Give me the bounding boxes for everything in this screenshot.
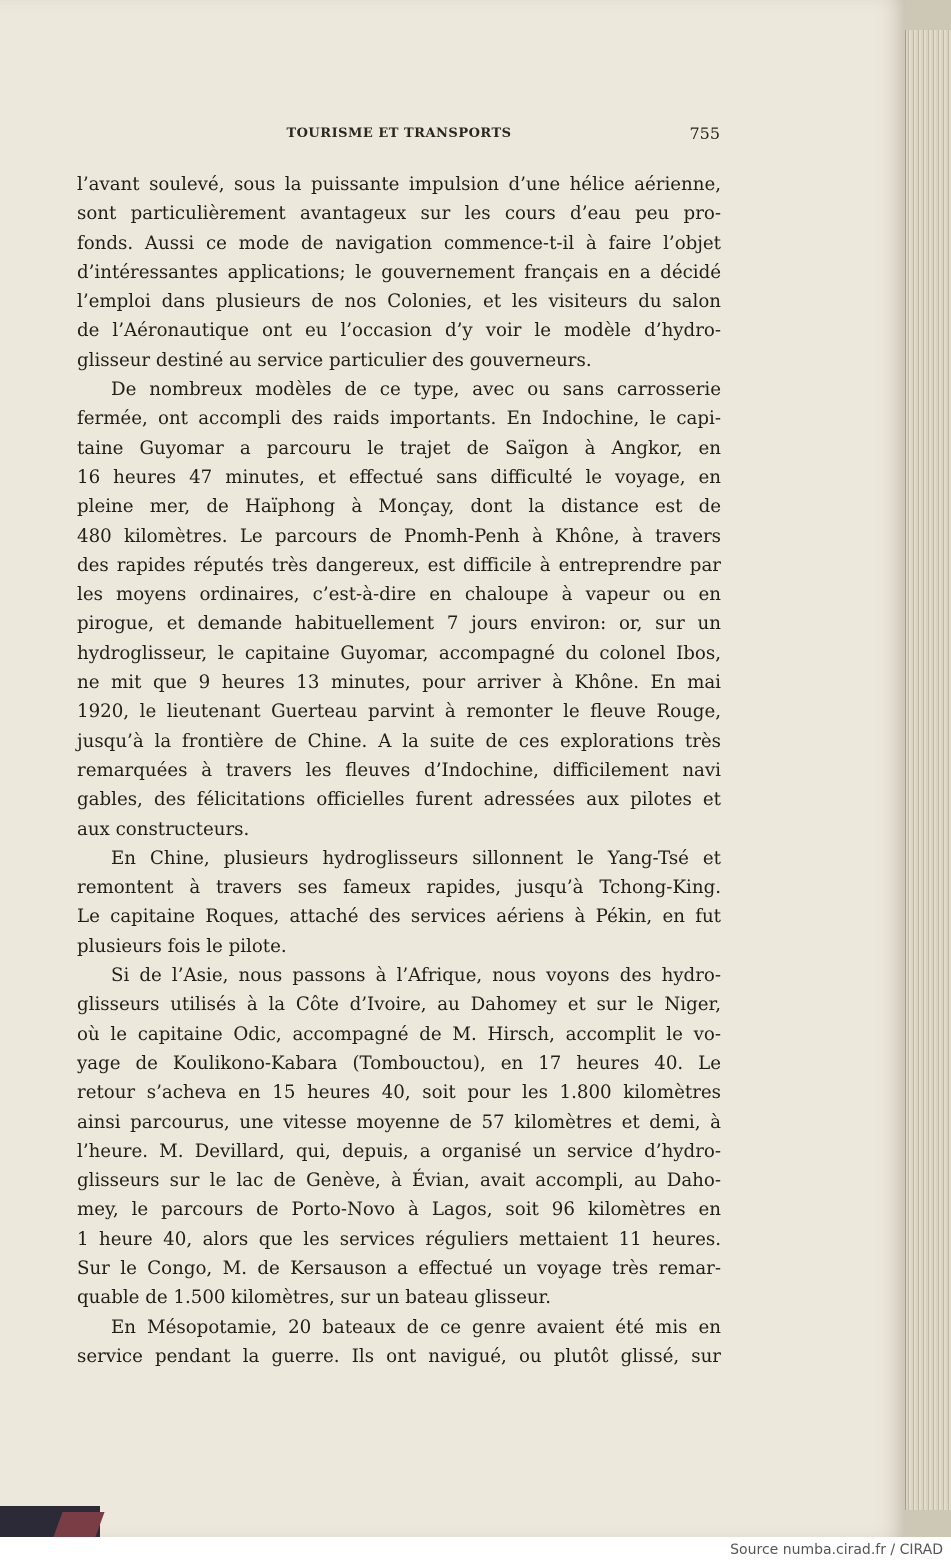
text-line: service pendant la guerre. Ils ont navigué, ou plutôt glissé, sur [77,1345,721,1367]
text-line: glisseurs sur le lac de Genève, à Évian, avait accompli, au Daho- [77,1170,721,1192]
text-line: pleine mer, de Haïphong à Monçay, dont la distance est de [77,496,721,518]
text-line: mey, le parcours de Porto-Novo à Lagos, soit 96 kilomètres en [77,1199,721,1221]
text-line: ainsi parcourus, une vitesse moyenne de 57 kilomètres et demi, à [77,1111,721,1133]
text-line: l’avant soulevé, sous la puissante impulsion d’une hélice aérienne, [77,174,721,195]
text-line: fonds. Aussi ce mode de navigation commence-t-il à faire l’objet [77,232,721,254]
text-line: des rapides réputés très dangereux, est difficile à entreprendre par [77,554,721,576]
text-line: aux constructeurs. [77,818,250,840]
text-line: ne mit que 9 heures 13 minutes, pour arriver à Khône. En mai [77,672,721,694]
page-edges [905,30,951,1510]
text-line: gables, des félicitations officielles furent adressées aux pilotes et [77,789,721,811]
text-line: yage de Koulikono-Kabara (Tombouctou), en 17 heures 40. Le [77,1052,721,1074]
text-line: hydroglisseur, le capitaine Guyomar, accompagné du colonel Ibos, [77,642,721,664]
text-line: d’intéressantes applications; le gouvernement français en a décidé [77,261,721,283]
body-text [77,170,721,1371]
source-credit: Source numba.cirad.fr / CIRAD [730,1542,943,1558]
text-line: remontent à travers ses fameux rapides, jusqu’à Tchong-King. [77,877,721,899]
text-line: jusqu’à la frontière de Chine. A la suite de ces explorations très [77,730,721,752]
text-line: 1920, le lieutenant Guerteau parvint à remonter le fleuve Rouge, [77,701,721,723]
text-line: En Chine, plusieurs hydroglisseurs sillonnent le Yang-Tsé et [111,847,721,869]
text-line: 1 heure 40, alors que les services réguliers mettaient 11 heures. [77,1228,721,1250]
text-line: taine Guyomar a parcouru le trajet de Saïgon à Angkor, en [77,437,721,459]
text-line: Sur le Congo, M. de Kersauson a effectué un voyage très remar- [77,1257,721,1279]
text-line: glisseurs utilisés à la Côte d’Ivoire, au Dahomey et sur le Niger, [77,994,721,1016]
text-line: quable de 1.500 kilomètres, sur un bateau glisseur. [77,1287,552,1309]
text-line: les moyens ordinaires, c’est-à-dire en chaloupe à vapeur ou en [77,584,721,606]
text-line: glisseur destiné au service particulier des gouverneurs. [77,349,592,371]
text-line: remarquées à travers les fleuves d’Indochine, difficilement navi [77,759,721,781]
book-binding [0,1506,100,1537]
text-line: De nombreux modèles de ce type, avec ou sans carrosserie [111,379,721,401]
text-line: sont particulièrement avantageux sur les cours d’eau peu pro- [77,203,721,225]
text-line: où le capitaine Odic, accompagné de M. Hirsch, accomplit le vo- [77,1023,721,1045]
text-line: l’heure. M. Devillard, qui, depuis, a organisé un service d’hydro- [77,1140,721,1162]
text-line: retour s’acheva en 15 heures 40, soit pour les 1.800 kilomètres [77,1082,721,1104]
text-line: Le capitaine Roques, attaché des services aériens à Pékin, en fut [77,906,721,928]
running-title: TOURISME ET TRANSPORTS [286,126,512,141]
text-line: pirogue, et demande habituellement 7 jours environ: or, sur un [77,613,721,635]
text-line: Si de l’Asie, nous passons à l’Afrique, nous voyons des hydro- [111,965,721,987]
text-line: l’emploi dans plusieurs de nos Colonies, et les visiteurs du salon [77,291,721,313]
text-line: En Mésopotamie, 20 bateaux de ce genre avaient été mis en [111,1316,721,1338]
text-line: 16 heures 47 minutes, et effectué sans difficulté le voyage, en [77,466,721,488]
text-line: 480 kilomètres. Le parcours de Pnomh-Penh à Khône, à travers [77,525,721,547]
text-line: fermée, ont accompli des raids importants. En Indochine, le capi- [77,408,721,430]
footer [0,1537,951,1566]
page-header [78,124,720,148]
text-line: plusieurs fois le pilote. [77,935,287,957]
text-line: de l’Aéronautique ont eu l’occasion d’y voir le modèle d’hydro- [77,320,721,342]
page-number: 755 [689,124,720,143]
